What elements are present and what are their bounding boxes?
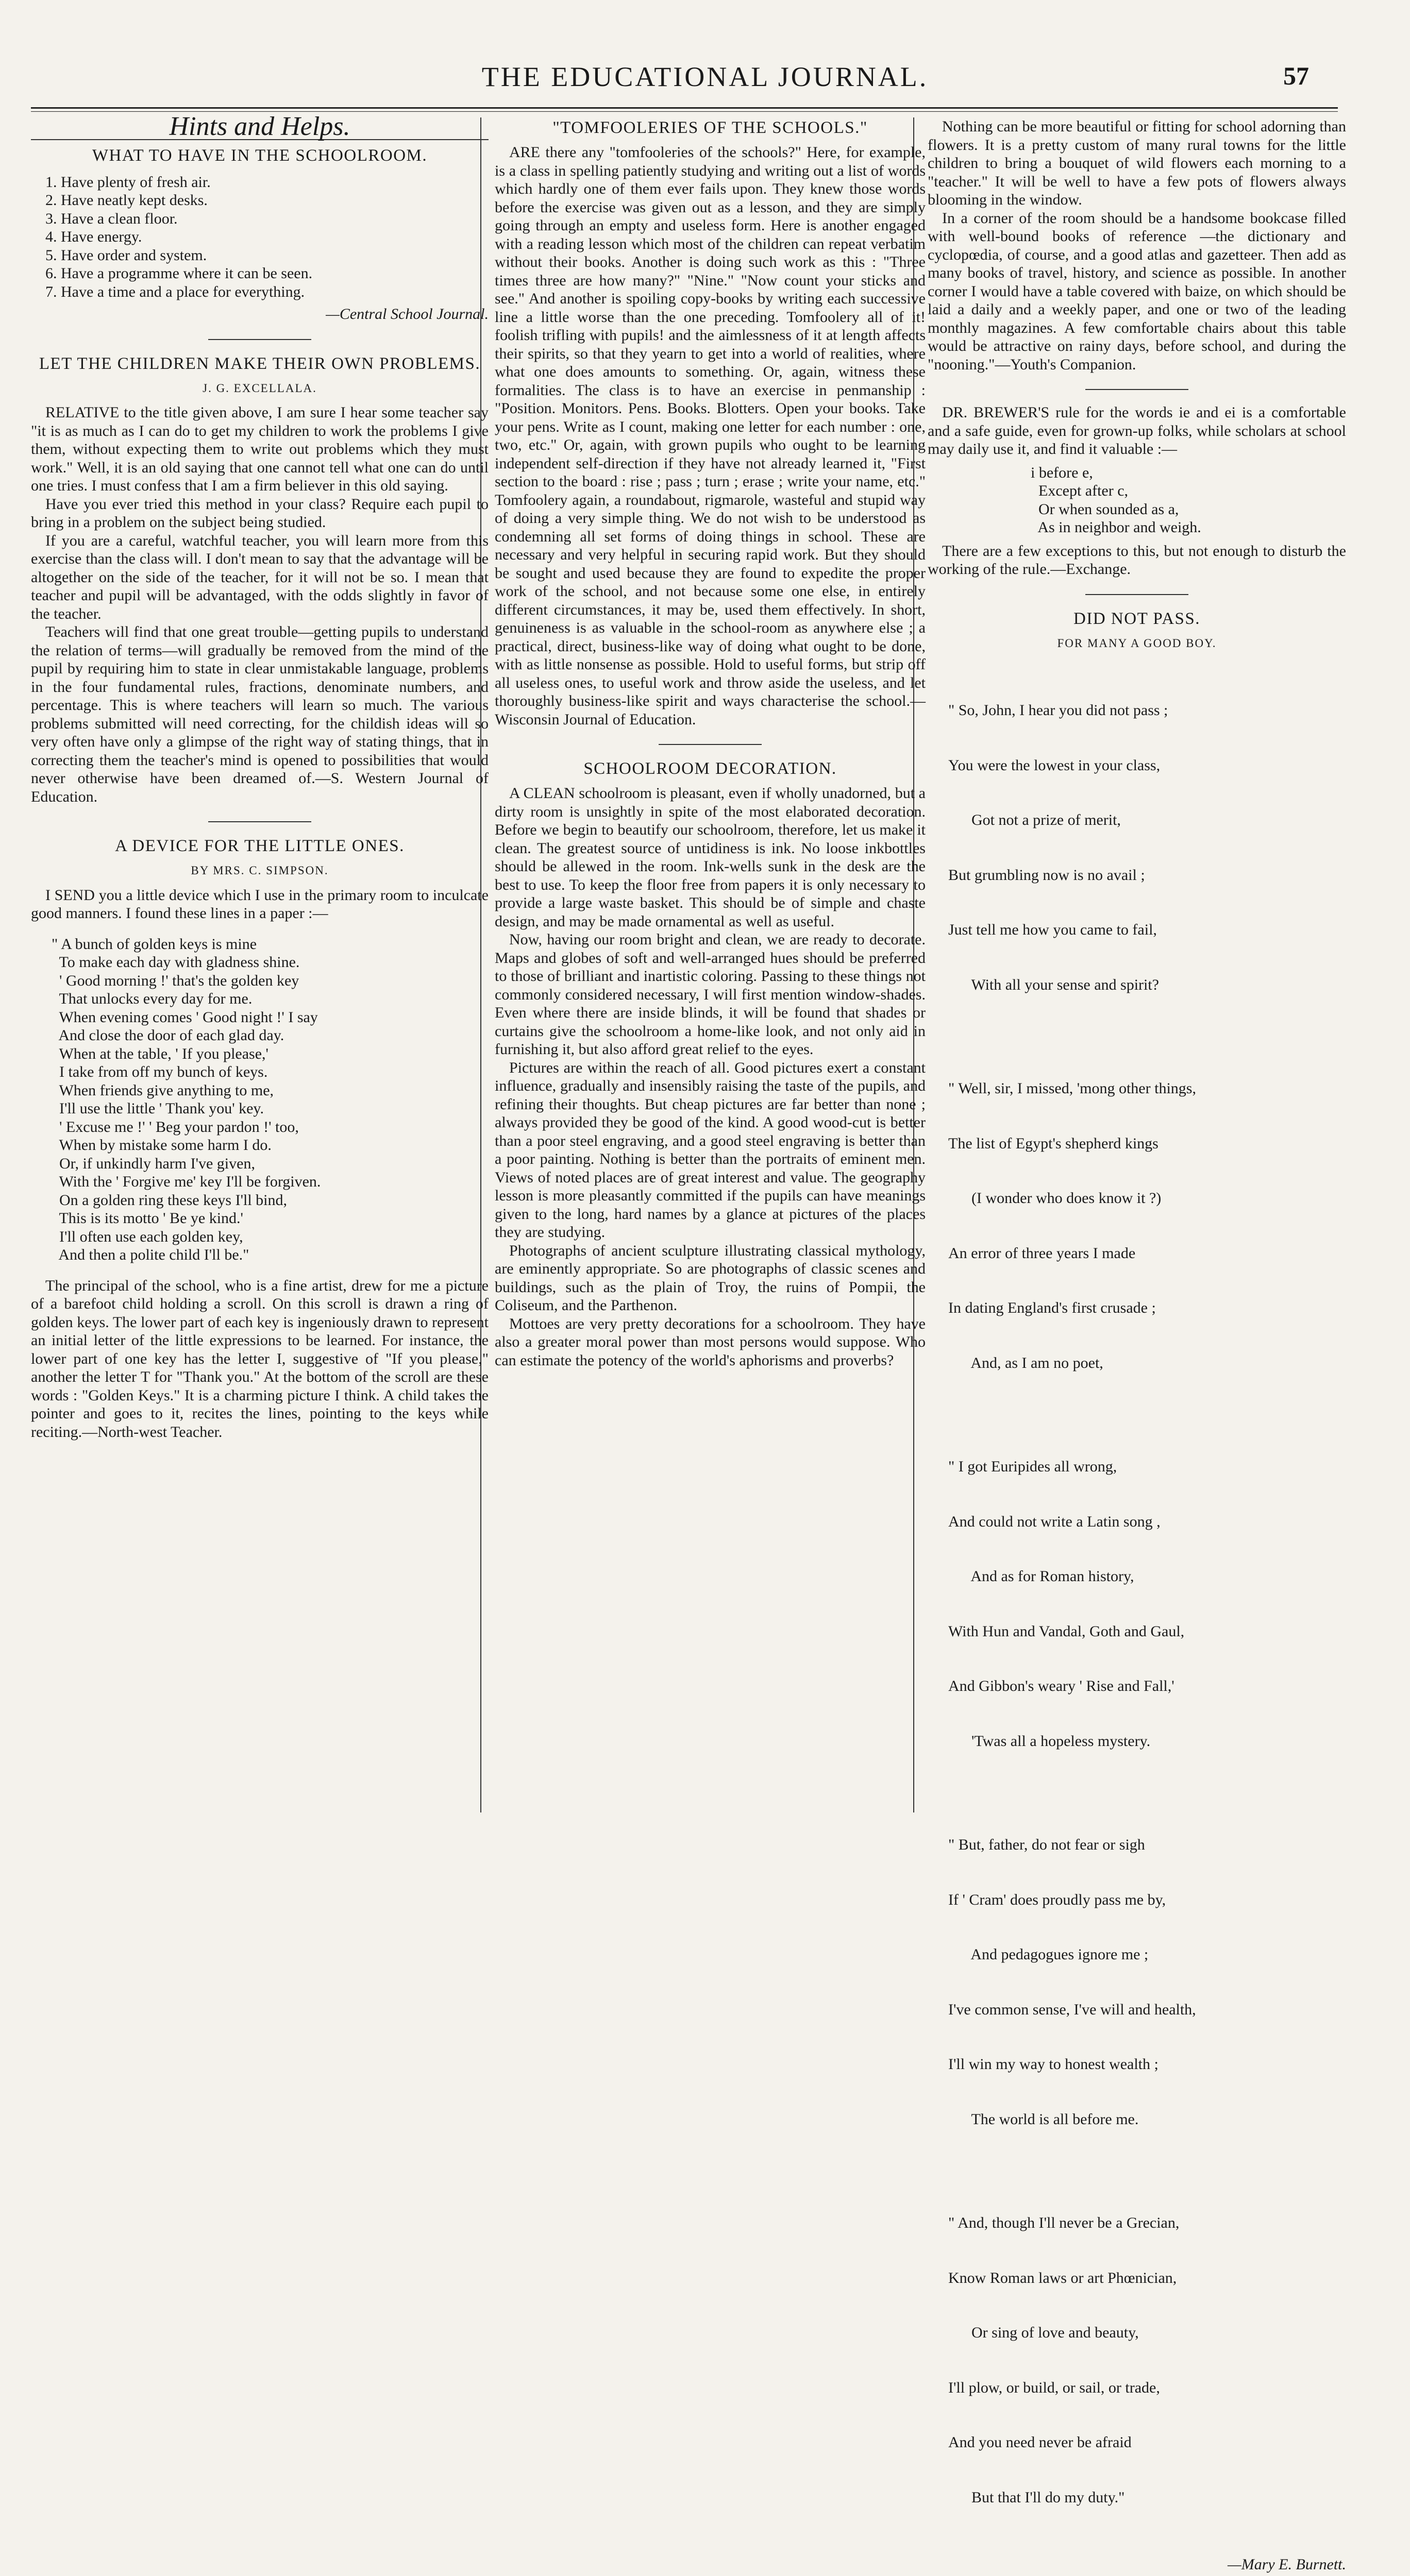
- paragraph: Pictures are within the reach of all. Good pictures exert a constant influence, gradually and insensibly raising the taste of the pupils, and refining their thoughts. But cheap pictures are far better than none ; always provided they be good of the kind. A good wood-cut is better than a poor steel engraving, and a good steel engraving is better than a poor painting. Nothing is better than the portraits of eminent men. Views of noted places are of great interest and value. The geography lesson is more pleasantly committed if the pupils can have meanings given to the long, hard names by a glance at pictures of the places they are studying.: [495, 1059, 926, 1241]
- paragraph: ARE there any "tomfooleries of the schools?" Here, for example, is a class in spelling patiently studying and writing out a list of words which hardly one of them ever fails upon. They knew those words before the exercise was given out as a lesson, and they are simply going through an empty and useless form. Here is another engaged with a reading lesson which most of the children can repeat verbatim without their books. Another is doing such work as this : "Three times three are how many?" "Nine." "Now count your sticks and see." And another is spoiling copy-books by writing each successive line a little worse than the one preceding. Tomfoolery all of it! foolish trifling with pupils! and the aimlessness of it at length affects their spirits, so that they yearn to get into a world of realities, where what one does amounts to something. Or, again, witness these formalities. The class is to have an exercise in penmanship : "Position. Monitors. Pens. Books. Blotters. Open your books. Take your pens. Write as I count, making one letter for each number : one, two, etc." Or, again, with grown pupils who ought to be learning independent self-direction if they have not already learned it, "First section to the board : rise ; pass ; turn ; erase ; write your name, etc." Tomfoolery again, a roundabout, rigmarole, wasteful and stupid way of doing a very simple thing. We do not wish to be understood as condemning all set forms of doing things in school. These are necessary and very helpful in securing rapid work. But they should be sought and used because they are found to expedite the proper work of the school, and not because some one else, in entirely different circumstances, it may be, used them effectively. In short, genuineness is as valuable in the school-room as anywhere else ; a practical, direct, business-like way of doing what ought to be done, with as little nonsense as possible. Hold to useful forms, but strip off all useless ones, to useful work and throw aside the useless, and let thoroughly business-like spirit and ways characterise the school.—Wisconsin Journal of Education.: [495, 144, 926, 728]
- poem-line: Or, if unkindly harm I've given,: [52, 1155, 255, 1172]
- stanza: [948, 1043, 1346, 1409]
- list-item: 4. Have energy.: [45, 228, 142, 245]
- article-title-what-to-have: WHAT TO HAVE IN THE SCHOOLROOM.: [92, 146, 428, 165]
- poem-line: When at the table, ' If you please,': [52, 1045, 268, 1062]
- poem-line: This is its motto ' Be ye kind.': [52, 1210, 243, 1227]
- poem-line: I'll win my way to honest wealth ;: [948, 2056, 1159, 2073]
- paragraph: Photographs of ancient sculpture illustrating classical mythology, are eminently appropriate. So are photographs of classic scenes and buildings, such as the plain of Troy, the ruins of Pompii, the Coliseum, and the Parthenon.: [495, 1242, 926, 1314]
- running-header: [0, 61, 1410, 102]
- poem-line: An error of three years I made: [948, 1244, 1136, 1262]
- poem-line: And you need never be afraid: [948, 2434, 1132, 2451]
- poem-line: I'll plow, or build, or sail, or trade,: [948, 2379, 1160, 2396]
- poem-line: Got not a prize of merit,: [948, 811, 1121, 828]
- article-divider: [208, 821, 311, 822]
- poem-line: I take from off my bunch of keys.: [52, 1063, 268, 1080]
- poem-line: 'Twas all a hopeless mystery.: [948, 1732, 1151, 1750]
- paragraph: DR. BREWER'S rule for the words ie and ei is a comfortable and a safe guide, even for grown-up folks, while scholars at school may daily use it, and find it valuable :—: [928, 404, 1346, 457]
- rule-line: As in neighbor and weigh.: [1031, 519, 1201, 536]
- article-title-tomfooleries: "TOMFOOLERIES OF THE SCHOOLS.": [552, 118, 868, 137]
- column-left: [31, 112, 497, 1441]
- poem-line: With Hun and Vandal, Goth and Gaul,: [948, 1622, 1185, 1640]
- poem-line: " But, father, do not fear or sigh: [948, 1836, 1145, 1853]
- poem-line: You were the lowest in your class,: [948, 756, 1161, 774]
- stanza: [948, 665, 1346, 1030]
- list-item: 6. Have a programme where it can be seen.: [45, 265, 313, 282]
- poem-line: ' Good morning !' that's the golden key: [52, 972, 299, 989]
- poem-line: When friends give anything to me,: [52, 1081, 274, 1099]
- poem-line: But grumbling now is no avail ;: [948, 866, 1145, 884]
- paragraph: Nothing can be more beautiful or fitting for school adorning than flowers. It is a pretty custom of many rural towns for the little children to bring a bouquet of wild flowers each morning to a "teacher." It will be well to have a few pots of flowers always blooming in the window.: [928, 118, 1346, 208]
- poem-line: On a golden ring these keys I'll bind,: [52, 1191, 287, 1209]
- paragraph: RELATIVE to the title given above, I am sure I hear some teacher say "it is as much as I can do to get my children to work the problems I give them, without expecting them to write out problems which they must work." Well, it is an old saying that one cannot tell what one can do until one tries. I must confess that I am a firm believer in this old saying.: [31, 404, 489, 494]
- list-item: 3. Have a clean floor.: [45, 210, 178, 227]
- section-title: Hints and Helps.: [169, 112, 350, 141]
- article-divider: [1085, 389, 1188, 390]
- poem-line: To make each day with gladness shine.: [52, 954, 300, 971]
- poem-line: (I wonder who does know it ?): [948, 1190, 1162, 1207]
- article-divider: [659, 744, 762, 745]
- poem-line: " Well, sir, I missed, 'mong other things,: [948, 1080, 1196, 1097]
- stanza: [948, 1799, 1346, 2165]
- stanza: [948, 1421, 1346, 1787]
- journal-title: THE EDUCATIONAL JOURNAL.: [481, 61, 929, 92]
- source-credit: —Central School Journal.: [326, 306, 489, 323]
- poem-line: With the ' Forgive me' key I'll be forgiven.: [52, 1173, 321, 1190]
- poem-line: In dating England's first crusade ;: [948, 1299, 1156, 1316]
- list-item: 7. Have a time and a place for everything.: [45, 283, 305, 300]
- poem-line: And then a polite child I'll be.": [52, 1246, 249, 1263]
- poem-line: And as for Roman history,: [948, 1568, 1134, 1585]
- page-number: 57: [1283, 61, 1309, 90]
- list-item: 5. Have order and system.: [45, 246, 207, 264]
- poem-author: —Mary E. Burnett.: [1228, 2556, 1346, 2573]
- paragraph: Teachers will find that one great trouble—getting pupils to understand the relation of terms—will gradually be removed from the mind of the pupil by requiring him to state in clear unmistakable language, problems in the four fundamental rules, fractions, denominate numbers, and percentage. This is where teachers will learn so much. The various problems submitted will need correcting, for the childish ideas will so very often have only a glimpse of the right way of stating things, that in correcting them the teacher's mind is opened to possibilities that would never otherwise have been dreamed of.—S. Western Journal of Education.: [31, 623, 489, 805]
- rule-line: i before e,: [1031, 464, 1093, 481]
- list-item: 1. Have plenty of fresh air.: [45, 173, 211, 191]
- rule-line: Or when sounded as a,: [1031, 500, 1179, 518]
- byline: BY MRS. C. SIMPSON.: [191, 864, 329, 877]
- poem-line: I've common sense, I've will and health,: [948, 2001, 1196, 2018]
- poem-line: If ' Cram' does proudly pass me by,: [948, 1891, 1166, 1908]
- paragraph: The principal of the school, who is a fine artist, drew for me a picture of a barefoot child holding a scroll. On this scroll is drawn a ring of golden keys. The lower part of each key is ingeniously drawn to represent an initial letter of the little expressions to be learned. For instance, the lower part of one key has the letter I, suggestive of "If you please," another the letter T for "Thank you." At the bottom of the scroll are these words : "Golden Keys." It is a charming picture I think. A child takes the pointer and goes to it, recites the lines, pointing to the keys while reciting.—North-west Teacher.: [31, 1277, 489, 1440]
- schoolroom-list: [45, 173, 489, 301]
- poem-line: " A bunch of golden keys is mine: [52, 935, 257, 953]
- article-title-did-not-pass: DID NOT PASS.: [1073, 609, 1200, 628]
- poem-line: With all your sense and spirit?: [948, 976, 1159, 993]
- poem-line: That unlocks every day for me.: [52, 990, 253, 1007]
- poem-line: And close the door of each glad day.: [52, 1027, 284, 1044]
- column-right: [919, 117, 1346, 2576]
- byline: FOR MANY A GOOD BOY.: [1057, 636, 1217, 650]
- article-title-children-problems: LET THE CHILDREN MAKE THEIR OWN PROBLEMS.: [39, 354, 481, 373]
- poem-line: The list of Egypt's shepherd kings: [948, 1134, 1159, 1152]
- poem-line: Or sing of love and beauty,: [948, 2324, 1139, 2341]
- poem-line: But that I'll do my duty.": [948, 2488, 1125, 2506]
- paragraph: If you are a careful, watchful teacher, you will learn more from this exercise than the class will. I don't mean to say that the advantage will be altogether on the side of the teacher, for it will not be so. I mean that teacher and pupil will be advantaged, with the odds slightly in favor of the teacher.: [31, 532, 489, 622]
- list-item: 2. Have neatly kept desks.: [45, 192, 208, 209]
- golden-keys-poem: [52, 935, 489, 1264]
- paragraph: I SEND you a little device which I use in the primary room to inculcate good manners. I found these lines in a paper :—: [31, 886, 489, 922]
- byline: J. G. EXCELLALA.: [203, 381, 317, 395]
- poem-line: The world is all before me.: [948, 2110, 1139, 2128]
- poem-line: Just tell me how you came to fail,: [948, 921, 1157, 938]
- paragraph: Now, having our room bright and clean, we are ready to decorate. Maps and globes of soft and well-arranged hues should be preferred to those of brilliant and inartistic coloring. Passing to these things not commonly considered necessary, I will first mention window-shades. Even where there are inside blinds, it will be found that shades or curtains give the schoolroom a home-like look, and not only aid in furnishing it, but also afford great relief to the eyes.: [495, 931, 926, 1058]
- poem-line: Know Roman laws or art Phœnician,: [948, 2269, 1177, 2286]
- rule-line: Except after c,: [1031, 482, 1129, 499]
- poem-line: I'll often use each golden key,: [52, 1228, 243, 1245]
- poem-line: When evening comes ' Good night !' I say: [52, 1008, 318, 1026]
- poem-line: And could not write a Latin song ,: [948, 1513, 1161, 1530]
- article-divider: [1085, 594, 1188, 595]
- poem-line: I'll use the little ' Thank you' key.: [52, 1100, 264, 1117]
- poem-line: And Gibbon's weary ' Rise and Fall,': [948, 1677, 1174, 1694]
- article-title-decoration: SCHOOLROOM DECORATION.: [583, 759, 837, 778]
- did-not-pass-poem: [948, 665, 1346, 2543]
- poem-line: " So, John, I hear you did not pass ;: [948, 702, 1168, 719]
- poem-line: " And, though I'll never be a Grecian,: [948, 2214, 1180, 2231]
- header-rule: [31, 107, 1338, 109]
- poem-line: And pedagogues ignore me ;: [948, 1946, 1149, 1963]
- paragraph: In a corner of the room should be a handsome bookcase filled with well-bound books of reference —the dictionary and cyclopœdia, of course, and a good atlas and gazetteer. Then add as many books of travel, history, and science as possible. In another corner I would have a table covered with baize, on which should be laid a daily and a weekly paper, and one or two of the leading monthly magazines. A few comfortable chairs about this table would be attractive on rainy days, before school, and during the "nooning."—Youth's Companion.: [928, 209, 1346, 373]
- poem-line: And, as I am no poet,: [948, 1354, 1103, 1371]
- article-title-device: A DEVICE FOR THE LITTLE ONES.: [115, 837, 405, 855]
- paragraph: A CLEAN schoolroom is pleasant, even if wholly unadorned, but a dirty room is unsightly in spite of the most elaborated decoration. Before we begin to beautify our schoolroom, therefore, let us make it clean. The greatest source of untidiness is ink. No loose inkbottles should be allewed in the room. Ink-wells sunk in the desk are the best to use. To keep the floor free from papers it is only necessary to provide a large waste basket. This should be of simple and chaste design, and may be made ornamental as well as useful.: [495, 785, 926, 930]
- poem-line: " I got Euripides all wrong,: [948, 1458, 1117, 1475]
- stanza: [948, 2177, 1346, 2543]
- paragraph: Mottoes are very pretty decorations for a schoolroom. They have also a greater moral power than most persons would suppose. Who can estimate the potency of the world's aphorisms and proverbs?: [495, 1315, 926, 1369]
- column-middle: [489, 117, 933, 1369]
- spelling-rule: [1031, 464, 1346, 537]
- paragraph: Have you ever tried this method in your class? Require each pupil to bring in a problem on the subject being studied.: [31, 495, 489, 531]
- paragraph: There are a few exceptions to this, but not enough to disturb the working of the rule.—Exchange.: [928, 542, 1346, 578]
- article-divider: [208, 339, 311, 340]
- poem-line: ' Excuse me !' ' Beg your pardon !' too,: [52, 1118, 299, 1136]
- poem-line: When by mistake some harm I do.: [52, 1137, 272, 1154]
